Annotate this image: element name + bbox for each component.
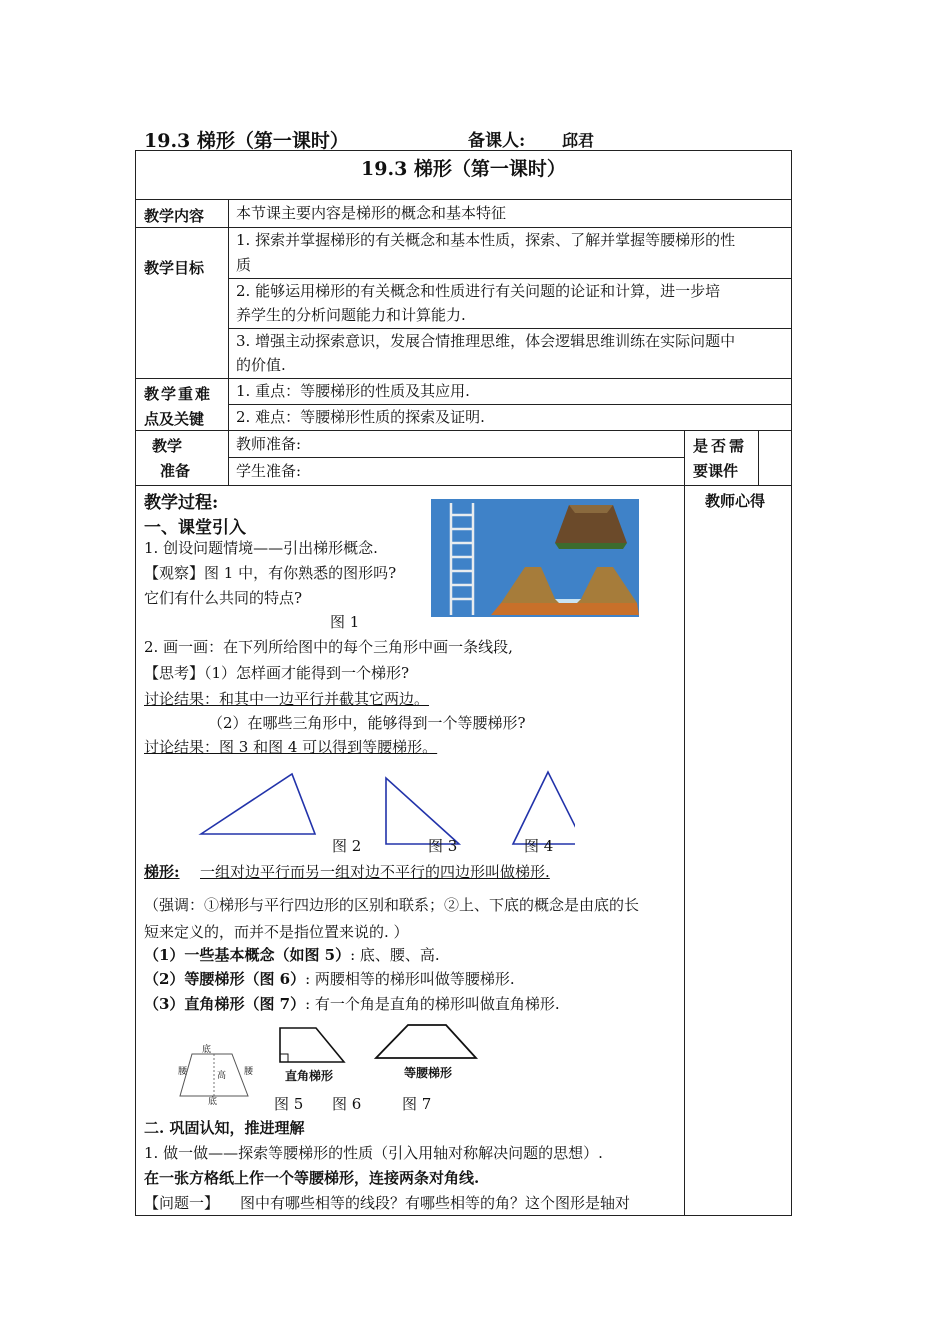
goals-label: 教学目标 — [144, 259, 205, 277]
concept-2: （2）等腰梯形（图 6）: 两腰相等的梯形叫做等腰梯形. — [144, 970, 515, 988]
emphasis-line-1: （强调：①梯形与平行四边形的区别和联系；②上、下底的概念是由底的长 — [144, 896, 640, 914]
notes-label: 教师心得 — [705, 492, 766, 510]
emphasis-line-2: 短来定义的，而并不是指位置来说的. ） — [144, 923, 409, 941]
figure-1-photo — [431, 499, 639, 617]
goal-3-line-2: 的价值. — [236, 356, 286, 374]
definition-text: 一组对边平行而另一组对边不平行的四边形叫做梯形. — [200, 863, 550, 881]
content-label: 教学内容 — [144, 207, 205, 225]
figure-6-caption-label: 直角梯形 — [285, 1069, 334, 1083]
figure-4-caption: 图 4 — [524, 837, 554, 855]
fig5-bottom-base-label: 底 — [208, 1097, 218, 1107]
triangle-figure-2 — [201, 774, 315, 834]
figure-7-caption-label: 等腰梯形 — [404, 1066, 453, 1080]
goal-3-line-1: 3. 增强主动探索意识，发展合情推理思维，体会逻辑思维训练在实际问题中 — [236, 332, 736, 350]
goal-2-line-2: 养学生的分析问题能力和计算能力. — [236, 306, 466, 324]
discussion-result-1: 讨论结果：和其中一边平行并截其它两边。 — [144, 690, 430, 708]
draw-step-2: 2. 画一画：在下列所给图中的每个三角形中画一条线段, — [144, 638, 513, 656]
courseware-label-line-1: 是否需 — [693, 437, 748, 455]
key-point-1: 1. 重点：等腰梯形的性质及其应用. — [236, 382, 470, 400]
section-2-heading: 二. 巩固认知，推进理解 — [144, 1119, 305, 1137]
goal-1-line-1: 1. 探索并掌握梯形的有关概念和基本性质，探索、了解并掌握等腰梯形的性 — [236, 231, 736, 249]
page-heading: 19.3 梯形（第一课时） — [144, 130, 349, 152]
goal-2-line-1: 2. 能够运用梯形的有关概念和性质进行有关问题的论证和计算，进一步培 — [236, 282, 721, 300]
prep-label-line-2: 准备 — [160, 462, 191, 480]
observe-prompt-2: 它们有什么共同的特点? — [144, 589, 303, 607]
figure-3-caption: 图 3 — [428, 837, 458, 855]
triangle-figures — [195, 768, 575, 850]
activity-1-instruction: 在一张方格纸上作一个等腰梯形，连接两条对角线. — [144, 1169, 480, 1187]
problem-1-label: 【问题一】 — [144, 1194, 220, 1212]
fig5-height-label: 高 — [217, 1071, 227, 1081]
key-label-line-1: 教学重难 — [144, 385, 213, 403]
figure-6-right-trapezoid — [276, 1024, 348, 1066]
figure-1-caption: 图 1 — [330, 613, 360, 631]
preparer-name: 邱君 — [562, 131, 595, 150]
key-label-line-2: 点及关键 — [144, 410, 205, 428]
observe-prompt: 【观察】图 1 中，有你熟悉的图形吗? — [144, 564, 397, 582]
definition-label: 梯形: — [144, 863, 180, 881]
content-text: 本节课主要内容是梯形的概念和基本特征 — [236, 204, 507, 222]
process-title: 教学过程: — [144, 493, 219, 513]
section-1-heading: 一、课堂引入 — [144, 518, 246, 538]
intro-step-1: 1. 创设问题情境——引出梯形概念. — [144, 539, 378, 557]
table-title: 19.3 梯形（第一课时） — [361, 158, 566, 180]
preparer-label: 备课人: — [468, 131, 526, 151]
figure-6-caption: 图 6 — [332, 1095, 362, 1113]
figure-7-caption: 图 7 — [402, 1095, 432, 1113]
fig5-top-base-label: 底 — [202, 1045, 212, 1055]
key-point-2: 2. 难点：等腰梯形性质的探索及证明. — [236, 408, 485, 426]
courseware-label-line-2: 要课件 — [693, 462, 739, 480]
activity-1: 1. 做一做——探索等腰梯形的性质（引入用轴对称解决问题的思想）. — [144, 1144, 603, 1162]
problem-1-text: 图中有哪些相等的线段？有哪些相等的角？这个图形是轴对 — [240, 1194, 631, 1212]
teacher-prep: 教师准备: — [236, 435, 302, 453]
figure-2-caption: 图 2 — [332, 834, 361, 859]
concept-3: （3）直角梯形（图 7）: 有一个角是直角的梯形叫做直角梯形. — [144, 995, 560, 1013]
think-question-1: 【思考】（1）怎样画才能得到一个梯形? — [144, 664, 410, 682]
figure-5-caption: 图 5 — [274, 1095, 304, 1113]
fig5-right-leg-label: 腰 — [244, 1067, 254, 1077]
think-question-2: （2）在哪些三角形中，能够得到一个等腰梯形? — [208, 714, 526, 732]
figure-7-isosceles-trapezoid — [372, 1022, 480, 1062]
fig5-left-leg-label: 腰 — [178, 1067, 188, 1077]
discussion-result-2: 讨论结果：图 3 和图 4 可以得到等腰梯形。 — [144, 738, 438, 756]
prep-label-line-1: 教学 — [152, 437, 183, 455]
goal-1-line-2: 质 — [236, 256, 252, 274]
student-prep: 学生准备: — [236, 462, 302, 480]
concept-1: （1）一些基本概念（如图 5）: 底、腰、高. — [144, 946, 440, 964]
